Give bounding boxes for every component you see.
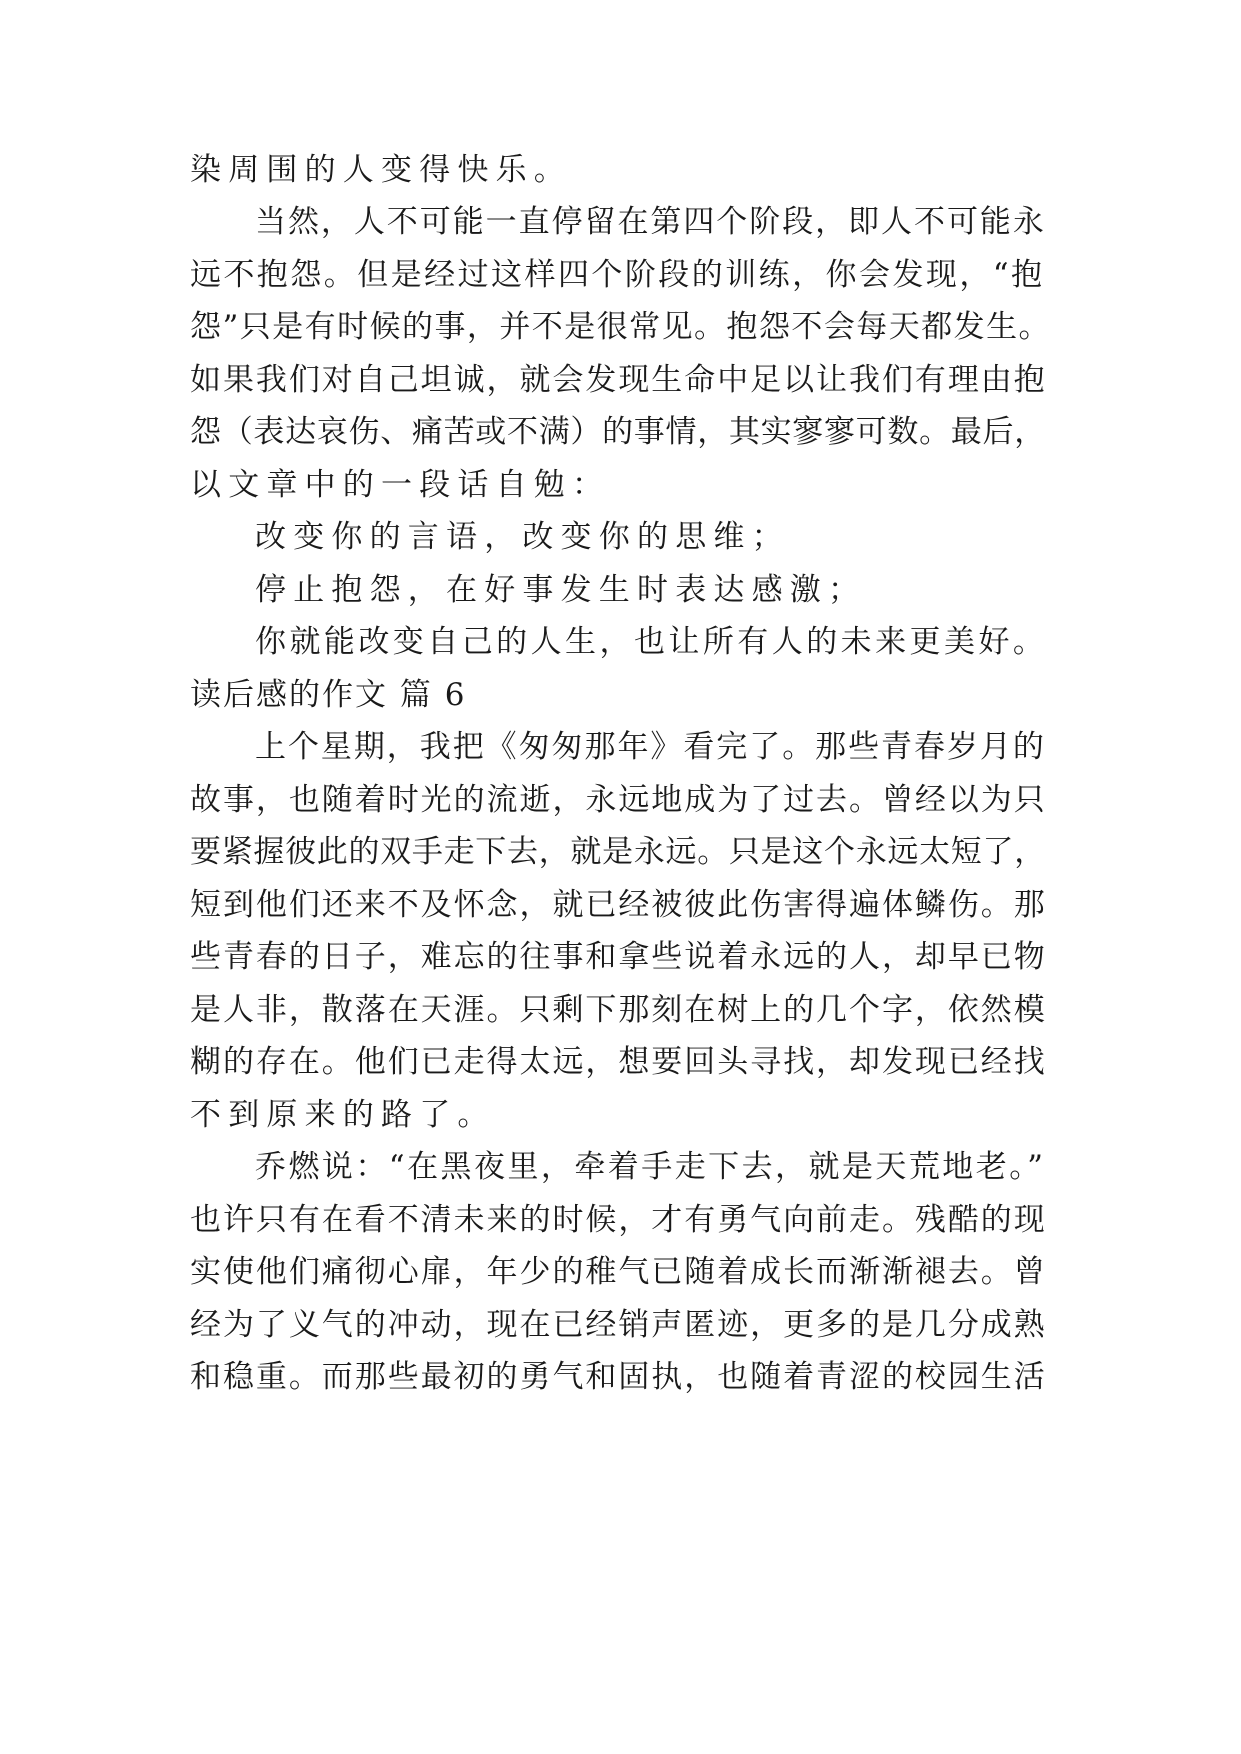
text-line: 也许只有在看不清未来的时候，才有勇气向前走。残酷的现 bbox=[190, 1202, 1047, 1238]
text-line: 故事，也随着时光的流逝，永远地成为了过去。曾经以为只 bbox=[190, 782, 1047, 818]
text-line: 以文章中的一段话自勉： bbox=[190, 467, 611, 503]
text-line: 远不抱怨。但是经过这样四个阶段的训练，你会发现，“抱 bbox=[190, 257, 1045, 293]
text-line: 是人非，散落在天涯。只剩下那刻在树上的几个字，依然模 bbox=[190, 992, 1047, 1028]
paragraph-line: 当然，人不可能一直停留在第四个阶段，即人不可能永 bbox=[255, 204, 1046, 240]
text-line: 和稳重。而那些最初的勇气和固执，也随着青涩的校园生活 bbox=[190, 1359, 1047, 1395]
text-line: 怨（表达哀伤、痛苦或不满）的事情，其实寥寥可数。最后， bbox=[190, 414, 1046, 450]
text-line: 染周围的人变得快乐。 bbox=[190, 152, 572, 188]
text-line: 如果我们对自己坦诚，就会发现生命中足以让我们有理由抱 bbox=[190, 362, 1047, 398]
text-line: 怨”只是有时候的事，并不是很常见。抱怨不会每天都发生。 bbox=[190, 309, 1051, 345]
quote-line: 停止抱怨，在好事发生时表达感激； bbox=[255, 572, 867, 608]
text-line: 些青春的日子，难忘的往事和拿些说着永远的人，却早已物 bbox=[190, 939, 1047, 975]
text-line: 糊的存在。他们已走得太远，想要回头寻找，却发现已经找 bbox=[190, 1044, 1047, 1080]
paragraph-line: 上个星期，我把《匆匆那年》看完了。那些青春岁月的 bbox=[255, 729, 1046, 765]
section-heading: 读后感的作文 篇 6 bbox=[190, 677, 467, 713]
text-line: 实使他们痛彻心扉，年少的稚气已随着成长而渐渐褪去。曾 bbox=[190, 1254, 1047, 1290]
text-line: 要紧握彼此的双手走下去，就是永远。只是这个永远太短了， bbox=[190, 834, 1046, 870]
paragraph-line: 乔燃说：“在黑夜里，牵着手走下去，就是天荒地老。” bbox=[255, 1149, 1046, 1185]
text-line: 不到原来的路了。 bbox=[190, 1097, 496, 1133]
quote-line: 改变你的言语，改变你的思维； bbox=[255, 519, 790, 555]
quote-line: 你就能改变自己的人生，也让所有人的未来更美好。 bbox=[255, 624, 1048, 660]
text-line: 经为了义气的冲动，现在已经销声匿迹，更多的是几分成熟 bbox=[190, 1307, 1047, 1343]
text-line: 短到他们还来不及怀念，就已经被彼此伤害得遍体鳞伤。那 bbox=[190, 887, 1047, 923]
